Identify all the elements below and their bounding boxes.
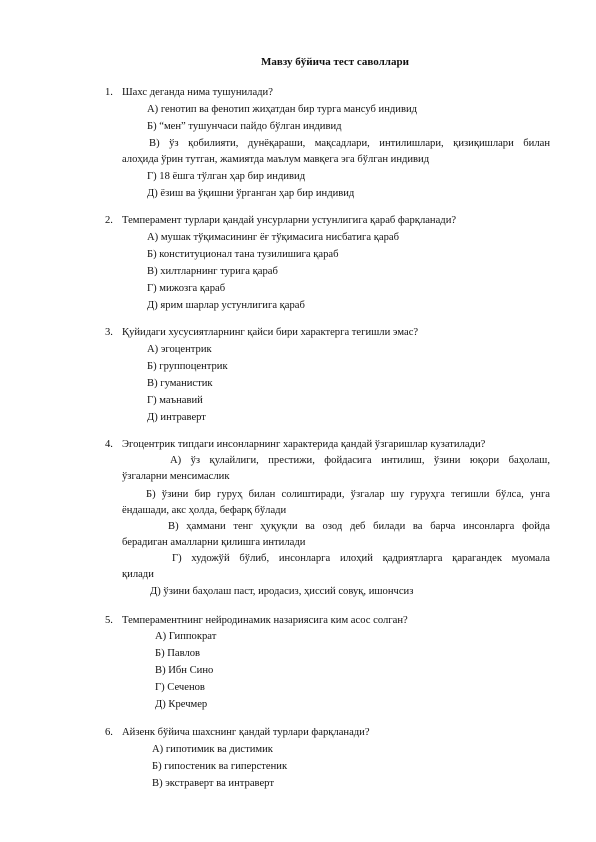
answer-option-line: В) ўз қобилияти, дунёқараши, мақсадлари, интилишлари, қизиқишлари билан bbox=[149, 138, 550, 149]
answer-option-wrapped bbox=[122, 551, 550, 583]
document-title: Мавзу бўйича тест саволлари bbox=[261, 56, 409, 68]
question-text: Темперамент турлари қандай унсурларни устунлигига қараб фарқланади? bbox=[122, 215, 457, 226]
answer-option-line: В) ҳаммани тенг ҳуқуқли ва озод деб билади ва барча инсонларга фойда bbox=[168, 521, 550, 532]
answer-option: Г) мижозга қараб bbox=[147, 283, 226, 294]
question-text: Қуйидаги хусусиятларнинг қайси бири характерга тегишли эмас? bbox=[122, 327, 419, 338]
question-number: 2. bbox=[105, 215, 113, 226]
answer-option-line: қилади bbox=[122, 568, 154, 580]
answer-option: В) гуманистик bbox=[147, 378, 213, 389]
answer-option-line: берадиган амалларни қилишга интилади bbox=[122, 536, 306, 548]
answer-option: Д) Кречмер bbox=[155, 699, 208, 710]
answer-option-line: Б) ўзини бир гуруҳ билан солиштиради, ўзгалар шу гуруҳга тегишли бўлса, унга bbox=[146, 489, 550, 500]
answer-option: Д) ўзини баҳолаш паст, иродасиз, ҳиссий совуқ, ишончсиз bbox=[150, 586, 414, 597]
answer-option: В) Ибн Сино bbox=[155, 665, 214, 676]
answer-option: Д) ёзиш ва ўқишни ўрганган ҳар бир индивид bbox=[147, 188, 355, 199]
answer-option-line: ўзгаларни менсимаслик bbox=[122, 470, 230, 482]
answer-option-wrapped bbox=[122, 453, 550, 485]
question-text: Темпераментнинг нейродинамик назариясига ким асос солган? bbox=[122, 615, 408, 626]
answer-option: Б) гипостеник ва гиперстеник bbox=[152, 761, 288, 772]
answer-option-line: А) ўз қулайлиги, престижи, фойдасига интилиш, ўзини юқори баҳолаш, bbox=[170, 455, 550, 466]
answer-option-line: ёндашади, акс ҳолда, бефарқ бўлади bbox=[122, 504, 287, 516]
answer-option-wrapped bbox=[122, 136, 550, 168]
answer-option: В) экстраверт ва интраверт bbox=[152, 778, 274, 789]
question-number: 6. bbox=[105, 727, 113, 738]
question-number: 4. bbox=[105, 439, 113, 450]
question-text: Айзенк бўйича шахснинг қандай турлари фарқланади? bbox=[122, 727, 370, 738]
answer-option: Д) ярим шарлар устунлигига қараб bbox=[147, 300, 305, 311]
question-text: Шахс деганда нима тушунилади? bbox=[122, 87, 273, 98]
answer-option: Г) маънавий bbox=[147, 395, 203, 406]
answer-option: Г) Сеченов bbox=[155, 682, 205, 693]
answer-option-wrapped bbox=[122, 487, 550, 519]
question-number: 5. bbox=[105, 615, 113, 626]
answer-option: А) эгоцентрик bbox=[147, 344, 212, 355]
question-number: 1. bbox=[105, 87, 113, 98]
answer-option: Д) интраверт bbox=[147, 412, 206, 423]
answer-option: Б) группоцентрик bbox=[147, 361, 228, 372]
answer-option-line: Г) художўй бўлиб, инсонларга илоҳий қадриятларга қарагандек муомала bbox=[172, 553, 550, 564]
answer-option-line: алоҳида ўрин тутган, жамиятда маълум мавқега эга бўлган индивид bbox=[122, 153, 430, 165]
answer-option: В) хилтларнинг турига қараб bbox=[147, 266, 278, 277]
answer-option: Б) Павлов bbox=[155, 648, 201, 659]
answer-option: А) Гиппократ bbox=[155, 631, 217, 642]
answer-option-wrapped bbox=[122, 519, 550, 551]
answer-option: А) мушак тўқимасининг ёғ тўқимасига нисбатига қараб bbox=[147, 232, 399, 243]
answer-option: А) генотип ва фенотип жиҳатдан бир турга мансуб индивид bbox=[147, 104, 418, 115]
answer-option: Б) конституционал тана тузилишига қараб bbox=[147, 249, 339, 260]
question-number: 3. bbox=[105, 327, 113, 338]
question-text: Эгоцентрик типдаги инсонларнинг характерида қандай ўзгаришлар кузатилади? bbox=[122, 439, 486, 450]
answer-option: Г) 18 ёшга тўлган ҳар бир индивид bbox=[147, 171, 306, 182]
answer-option: А) гипотимик ва дистимик bbox=[152, 744, 273, 755]
answer-option: Б) “мен” тушунчаси пайдо бўлган индивид bbox=[147, 121, 342, 132]
